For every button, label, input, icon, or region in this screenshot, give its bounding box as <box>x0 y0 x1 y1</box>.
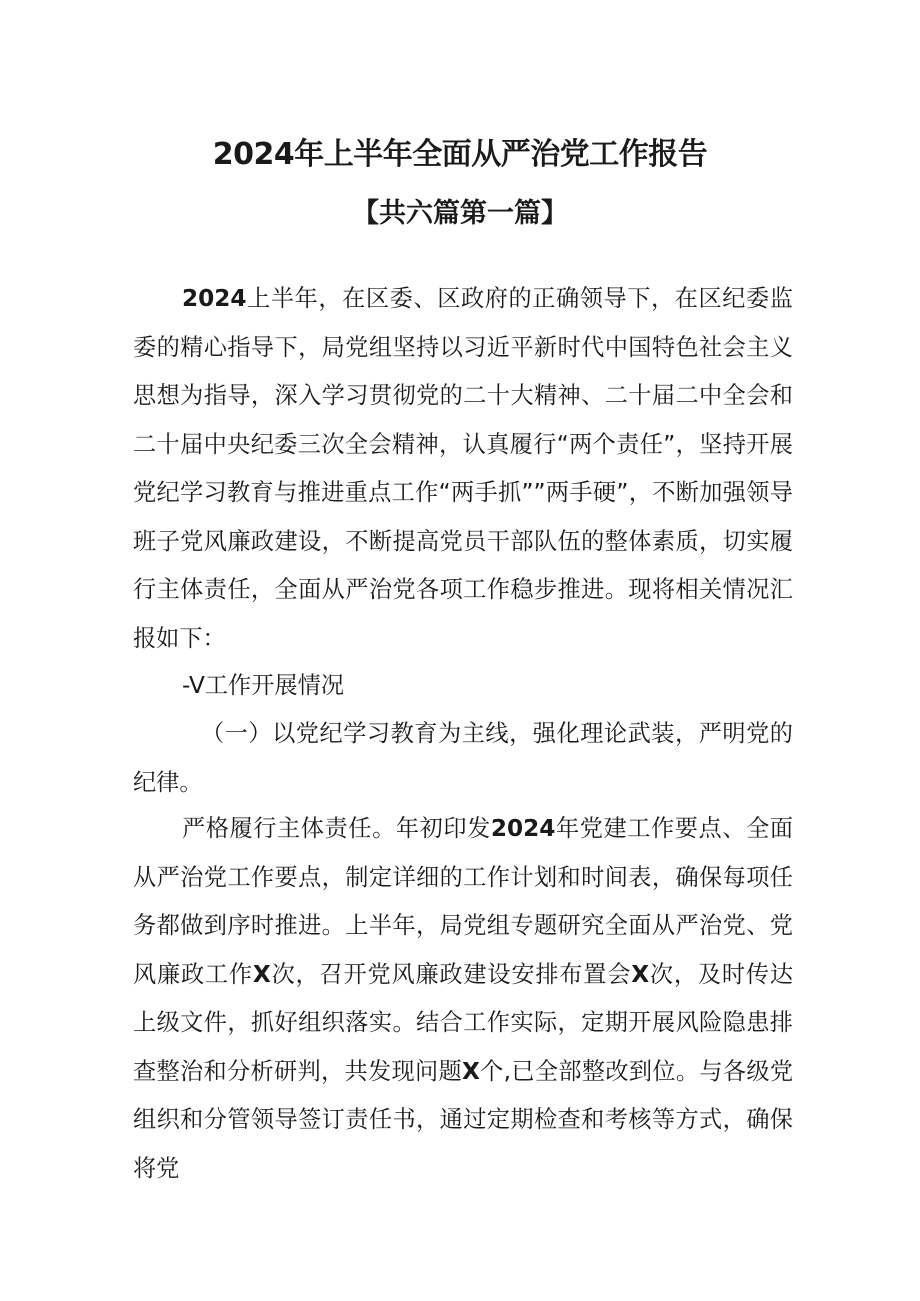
body-x1: X <box>252 960 271 988</box>
document-subtitle: 【共六篇第一篇】 <box>352 198 568 229</box>
body-paragraph <box>133 805 793 1193</box>
document-title: 2024年上半年全面从严治党工作报告 <box>212 137 708 172</box>
body-x3: X <box>461 1057 480 1085</box>
section-heading: -V工作开展情况 <box>182 672 344 699</box>
body-text-b: 年党建工作要点、全面从严治党工作要点，制定详细的工作计划和时间表，确保每项任务都做到序时推进。上半年，局党组专题研究全面从严治党、党风廉政工作 <box>133 815 794 988</box>
body-text-d: 次，及时传达上级文件，抓好组织落实。结合工作实际，定期开展风险隐患排查整治和分析研判，共发现问题 <box>133 960 794 1085</box>
subsection-heading: （一）以党纪学习教育为主线，强化理论武装，严明党的纪律。 <box>133 720 793 796</box>
intro-text: 上半年，在区委、区政府的正确领导下，在区纪委监委的精心指导下，局党组坚持以习近平新时代中国特色社会主义思想为指导，深入学习贯彻党的二十大精神、二十届二中全会和二十届中央纪委三次全会精神，认真履行“两个责任”，坚持开展党纪学习教育与推进重点工作“两手抓””两手硬”，不断加强领导班子党风廉政建设，不断提高党员干部队伍的整体素质，切实履行主体责任，全面从严治党各项工作稳步推进。现将相关情况汇报如下： <box>133 285 793 652</box>
intro-year: 2024 <box>182 285 247 312</box>
body-text-c: 次，召开党风廉政建设安排布置会 <box>270 960 632 988</box>
body-x2: X <box>631 960 650 988</box>
body-text-e: 个,已全部整改到位。与各级党组织和分管领导签订责任书，通过定期检查和考核等方式，确保将党 <box>133 1057 794 1182</box>
body-text-a: 严格履行主体责任。年初印发 <box>182 815 491 842</box>
intro-paragraph <box>133 275 793 663</box>
body-year: 2024 <box>490 815 556 842</box>
